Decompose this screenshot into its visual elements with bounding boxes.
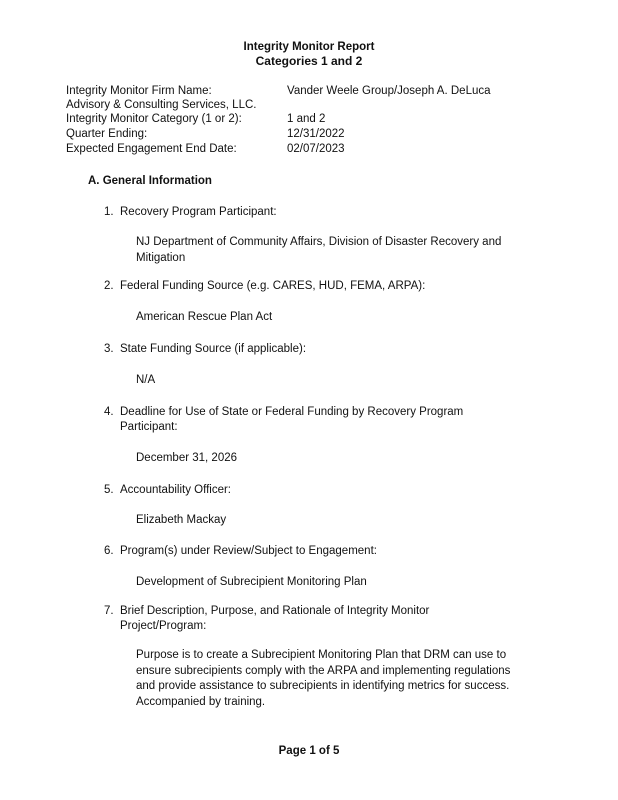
monitor-category-label: Integrity Monitor Category (1 or 2): <box>66 113 242 125</box>
engagement-end-value: 02/07/2023 <box>287 143 345 155</box>
item-answer: December 31, 2026 <box>136 452 238 464</box>
item-number: 2. <box>104 280 114 292</box>
engagement-end-label: Expected Engagement End Date: <box>66 143 237 155</box>
item-question: Brief Description, Purpose, and Rationale of Integrity Monitor Project/Program: <box>120 605 430 632</box>
firm-name-continuation: Advisory & Consulting Services, LLC. <box>66 99 257 111</box>
report-title: Integrity Monitor Report <box>243 41 375 53</box>
item-answer: N/A <box>136 374 156 386</box>
monitor-category-value: 1 and 2 <box>287 113 326 125</box>
quarter-ending-value: 12/31/2022 <box>287 128 345 140</box>
item-answer: Purpose is to create a Subrecipient Monitoring Plan that DRM can use to ensure subrecipients comply with the ARPA and implementing regulations and provide assistance to subrecipients in identifying metrics for success. Accompanied by training. <box>136 649 511 708</box>
item-number: 5. <box>104 484 114 496</box>
item-question: Accountability Officer: <box>120 484 232 496</box>
item-answer: Development of Subrecipient Monitoring Plan <box>136 576 367 588</box>
item-number: 1. <box>104 206 114 218</box>
item-question: State Funding Source (if applicable): <box>120 343 307 355</box>
page-number: Page 1 of 5 <box>278 745 340 757</box>
item-answer: American Rescue Plan Act <box>136 311 273 323</box>
item-answer: NJ Department of Community Affairs, Division of Disaster Recovery and Mitigation <box>136 236 502 264</box>
item-question: Recovery Program Participant: <box>120 206 277 218</box>
item-question: Federal Funding Source (e.g. CARES, HUD, FEMA, ARPA): <box>120 280 426 292</box>
report-subtitle: Categories 1 and 2 <box>255 54 363 68</box>
firm-name-value: Vander Weele Group/Joseph A. DeLuca <box>287 85 491 97</box>
item-number: 7. <box>104 605 114 617</box>
item-number: 6. <box>104 545 114 557</box>
item-number: 4. <box>104 406 114 418</box>
item-number: 3. <box>104 343 114 355</box>
quarter-ending-label: Quarter Ending: <box>66 128 148 140</box>
section-a-heading: A. General Information <box>88 175 212 187</box>
firm-name-label: Integrity Monitor Firm Name: <box>66 85 212 97</box>
item-answer: Elizabeth Mackay <box>136 514 227 526</box>
item-question: Program(s) under Review/Subject to Engagement: <box>120 545 377 557</box>
item-question: Deadline for Use of State or Federal Funding by Recovery Program Participant: <box>120 406 464 433</box>
